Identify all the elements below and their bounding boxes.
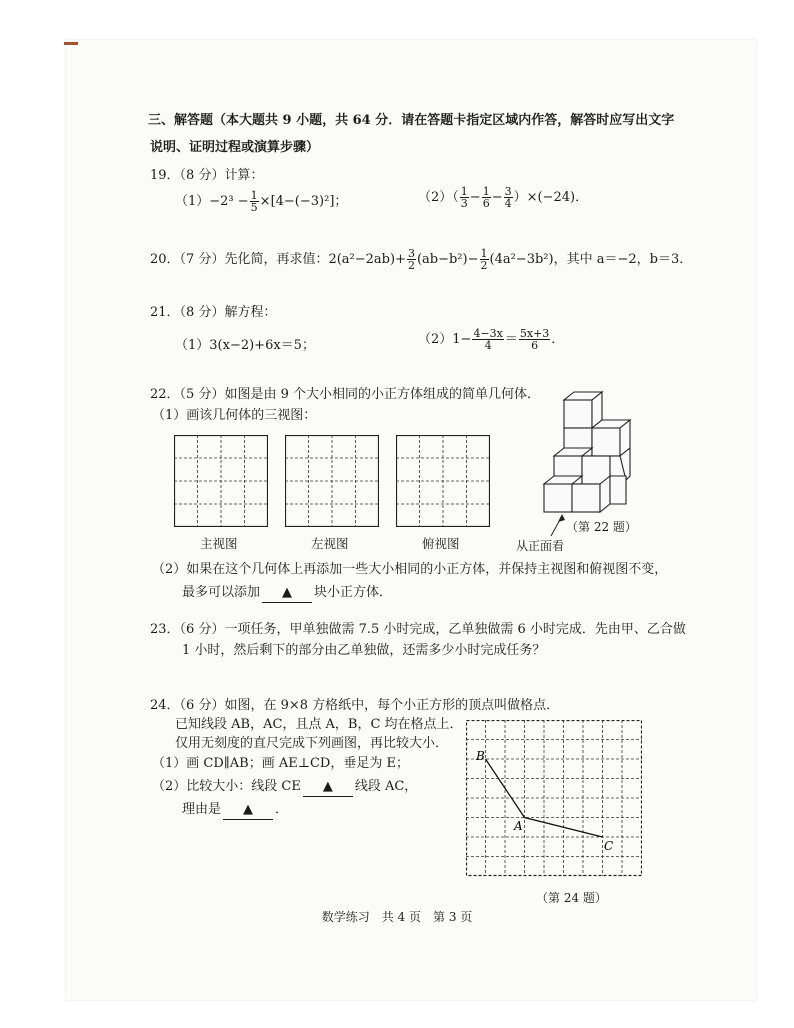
q22-p2-suffix: 块小正方体． [314, 585, 393, 600]
answer-blank[interactable]: ▲ [223, 801, 273, 820]
section-title-cont: 说明、证明过程或演算步骤） [150, 140, 320, 155]
top-view-grid[interactable] [396, 435, 490, 527]
frac-den: 3 [460, 197, 468, 210]
front-look-label: 从正面看 [516, 539, 565, 553]
q21-p2-frac1 [472, 328, 503, 351]
frac-num: 3 [407, 247, 415, 260]
q19-part2 [418, 186, 588, 209]
q24-grid-figure[interactable] [466, 720, 642, 880]
q19-p2-frac1 [460, 186, 469, 209]
q22-p2-prefix: 最多可以添加 [182, 585, 261, 600]
frac-den: 6 [531, 339, 539, 352]
front-view-grid[interactable] [174, 435, 268, 527]
frac-num: 1 [460, 185, 468, 198]
q19-p2-minus2: − [491, 190, 503, 205]
q24-l5-suffix: 线段 AC， [354, 779, 418, 794]
q21-p2-prefix: （2）1− [418, 332, 472, 347]
frac-num: 1 [482, 185, 490, 198]
q19-part1 [175, 190, 347, 213]
front-view-caption: 主视图 [200, 536, 238, 551]
q21-p2-frac2 [519, 328, 550, 351]
frac-den: 4 [484, 339, 492, 352]
q19-p1-suffix: ×[4−(−3)²]； [259, 194, 348, 209]
frac-num: 3 [504, 185, 512, 198]
point-A-label: A [514, 819, 523, 833]
frac-den: 5 [250, 201, 258, 214]
frac-num: 4−3x [473, 327, 503, 340]
q19-p2-prefix: （2）（ [418, 190, 459, 205]
q19-p2-frac3 [504, 186, 513, 209]
section-title: 三、解答题（本大题共 9 小题，共 64 分．请在答题卡指定区域内作答，解答时应写出文字 [148, 113, 675, 128]
q20-prefix: 20．（7 分）先化简，再求值：2(a²−2ab)+ [150, 252, 406, 267]
frac-den: 2 [407, 259, 415, 272]
q22-fig-caption: （第 22 题） [566, 520, 637, 534]
q20-suffix: (4a²−3b²)，其中 a＝−2，b＝3． [489, 252, 693, 267]
q21-p2-eq: ＝ [504, 332, 518, 347]
frac-den: 4 [504, 197, 512, 210]
corner-mark [64, 42, 78, 45]
q19-p2-frac2 [482, 186, 491, 209]
q21-label: 21．（8 分）解方程： [150, 305, 277, 320]
page-footer: 数学练习 共 4 页 第 3 页 [321, 910, 473, 924]
left-view-grid[interactable] [285, 435, 379, 527]
q23-line2: 1 小时，然后剩下的部分由乙单独做，还需多少小时完成任务？ [182, 643, 546, 658]
q20-mid: (ab−b²)− [416, 252, 479, 267]
q23-line1: 23．（6 分）一项任务，甲单独做需 7.5 小时完成，乙单独做需 6 小时完成．先由甲、乙合做 [150, 622, 686, 637]
top-view-caption: 俯视图 [422, 536, 460, 551]
q20-frac1 [407, 248, 416, 271]
q24-line2: 已知线段 AB，AC，且点 A，B，C 均在格点上． [175, 717, 463, 732]
q24-l6-prefix: 理由是 [182, 802, 222, 817]
q20-text [150, 248, 692, 271]
q19-p2-minus1: − [469, 190, 481, 205]
q22-part1: （1）画该几何体的三视图： [152, 408, 317, 423]
q24-line1: 24．（6 分）如图，在 9×8 方格纸中，每个小正方形的顶点叫做格点． [150, 698, 560, 713]
answer-blank[interactable]: ▲ [303, 778, 353, 797]
q24-line3: 仅用无刻度的直尺完成下列画图，再比较大小． [175, 736, 449, 751]
answer-blank[interactable]: ▲ [262, 584, 312, 603]
q24-line5 [152, 778, 417, 797]
q22-part2-line1: （2）如果在这个几何体上再添加一些大小相同的小正方体，并保持主视图和俯视图不变， [152, 562, 668, 577]
q24-fig-caption: （第 24 题） [536, 891, 607, 905]
left-view-caption: 左视图 [311, 536, 349, 551]
q24-line6 [182, 801, 288, 820]
q19-p2-suffix: ）×(−24)． [513, 190, 589, 205]
q22-label: 22．（5 分）如图是由 9 个大小相同的小正方体组成的简单几何体． [150, 387, 540, 402]
q19-label: 19．（8 分）计算： [150, 168, 264, 183]
q21-p2-suffix: ． [551, 332, 565, 347]
q24-line4: （1）画 CD∥AB；画 AE⊥CD，垂足为 E； [152, 756, 409, 771]
q19-p1-prefix: （1）−2³ − [175, 194, 249, 209]
q20-frac2 [480, 248, 489, 271]
point-C-label: C [604, 839, 614, 853]
frac-den: 2 [480, 259, 488, 272]
q24-l5-prefix: （2）比较大小：线段 CE [152, 779, 301, 794]
q21-part1: （1）3(x−2)+6x＝5； [175, 338, 315, 353]
frac-num: 5x+3 [519, 327, 550, 340]
q21-part2 [418, 328, 564, 351]
frac-num: 1 [480, 247, 488, 260]
point-B-label: B [476, 749, 485, 763]
q19-p1-frac [250, 190, 259, 213]
q24-l6-suffix: ． [275, 802, 289, 817]
frac-num: 1 [250, 189, 258, 202]
q22-part2-line2 [182, 584, 392, 603]
frac-den: 6 [482, 197, 490, 210]
